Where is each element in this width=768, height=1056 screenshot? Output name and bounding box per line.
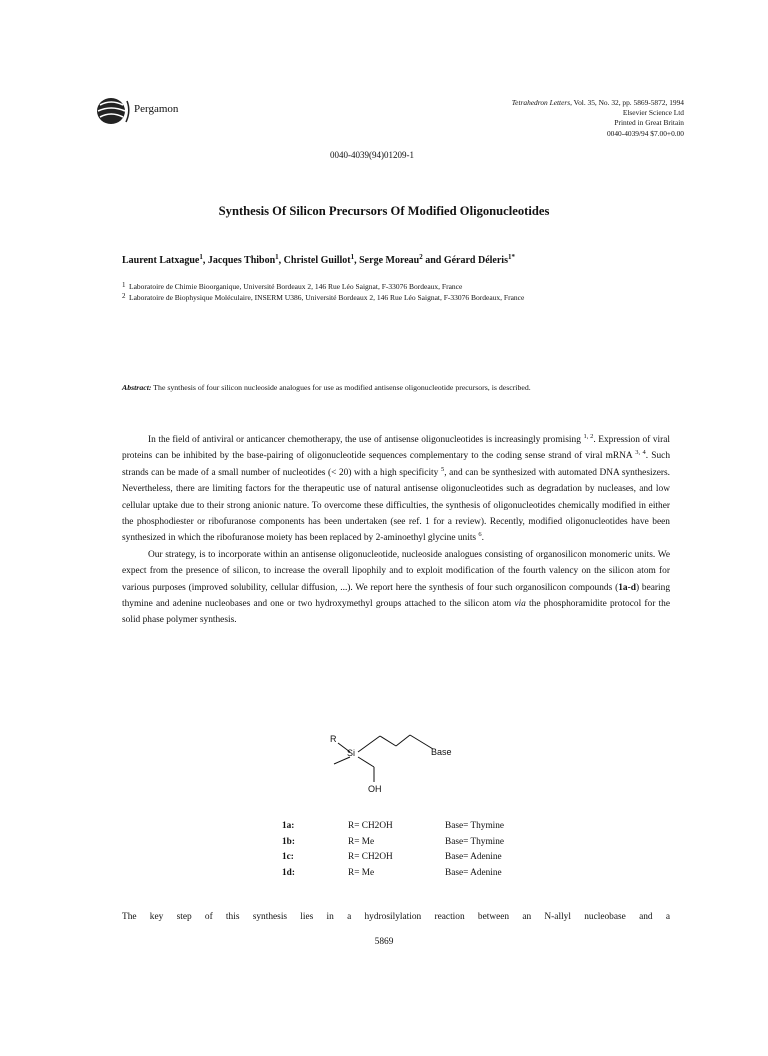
reference-marker: 1, 2 <box>583 433 594 440</box>
reference-marker: 3, 4 <box>635 449 646 457</box>
author: Jacques Thibon$^1$, <box>207 253 284 266</box>
compound-row: 1b: R= Me Base= Thymine <box>282 836 505 847</box>
affiliations <box>122 282 682 303</box>
silicon-label: Si <box>347 748 356 758</box>
publisher-name: Pergamon <box>134 103 179 115</box>
affiliation: 1 Laboratoire de Chimie Bioorganique, Université Bordeaux 2, 146 Rue Léo Saignat, F-33076 Bordeaux, France <box>122 281 463 291</box>
r-group-label: R <box>330 734 337 744</box>
reference-marker: 6 <box>478 531 482 539</box>
abstract-label: Abstract: <box>122 383 152 392</box>
affiliation: 2 Laboratoire de Biophysique Moléculaire, INSERM U386, Université Bordeaux 2, 146 Rue Léo Saignat, F-33076 Bordeaux, France <box>122 291 525 302</box>
reference-marker: 5 <box>440 465 445 473</box>
journal-citation <box>344 98 684 139</box>
citation-line-3: Printed in Great Britain <box>614 118 684 128</box>
compound-table <box>282 819 542 881</box>
hydroxyl-label: OH <box>368 784 382 794</box>
chemical-structure <box>320 730 450 810</box>
compound-row: 1c: R= CH2OH Base= Adenine <box>282 852 502 862</box>
abstract-text: The synthesis of four silicon nucleoside analogues for use as modified antisense oligonucleotide precursors, is described. <box>151 383 531 392</box>
citation-line-1 <box>344 98 684 108</box>
structure-bonds <box>320 730 450 810</box>
article-title: Synthesis Of Silicon Precursors Of Modified Oligonucleotides <box>218 204 550 218</box>
author: Serge Moreau$^2$ and <box>359 253 444 266</box>
paragraph: Our strategy, is to incorporate within an antisense oligonucleotide, nucleoside analogues consisting of organosilicon monomeric units. We expect from the presence of silicon, to increase the overall lipophily and to exploit modification of the fourth valency on the silicon atom for various purposes (improved solubility, cellular diffusion, ...). We report here the synthesis of four such organosilicon compounds (1a-d) bearing thymine and adenine nucleobases and one or two hydroxymethyl groups attached to the silicon atom via the phosphoramidite protocol for the solid phase polymer synthesis. <box>122 549 671 626</box>
citation-line-2: Elsevier Science Ltd <box>622 108 684 118</box>
compound-row: 1d: R= Me Base= Adenine <box>282 867 502 878</box>
page-number: 5869 <box>374 937 394 947</box>
journal-name: Tetrahedron Letters <box>511 98 571 107</box>
publisher-logo <box>96 95 226 127</box>
citation-line-4: 0040-4039/94 $7.00+0.00 <box>606 128 684 138</box>
author-list <box>122 255 515 266</box>
author: Laurent Latxague$^1$, <box>122 253 208 266</box>
paragraph-continuation: The key step of this synthesis lies in a hydrosilylation reaction between an N-allyl nucleobase and a <box>122 912 670 922</box>
body-text <box>122 432 670 629</box>
pergamon-logo-icon <box>96 95 130 127</box>
article-identifier: 0040-4039(94)01209-1 <box>330 150 414 160</box>
author: Christel Guillot$^1$, <box>283 253 360 266</box>
author: Gérard Déleris$^{1*}$ <box>443 253 515 266</box>
base-label: Base <box>431 747 452 757</box>
abstract <box>122 382 682 393</box>
citation-volume: , Vol. 35, No. 32, pp. 5869-5872, 1994 <box>570 98 684 107</box>
compound-row: 1a: R= CH2OH Base= Thymine <box>282 821 505 831</box>
paragraph: In the field of antiviral or anticancer chemotherapy, the use of antisense oligonucleotides is increasingly promising $^{1, 2}$. Expression of viral proteins can be inhibited by the base-pairing of oligonucleotide sequences complementary to the coding sense strand of viral mRNA $^{3, 4}$. Such strands can be made of a small number of nucleotides (< 20) with a high specificity $^5$, and can be synthesized with automated DNA synthesizers. Nevertheless, there are limiting factors for the therapeutic use of natural antisense oligonucleotides such as degradation by nucleases, and low cellular uptake due to their strong anionic nature. To overcome these difficulties, the synthesis of oligonucleotides chemically modified in either the phosphodiester or ribofuranose components has been undertaken (see ref. 1 for a review). Recently, modified oligonucleotides have been synthesized in which the ribofuranose moiety has been replaced by 2-aminoethyl glycine units $^6$. <box>122 433 671 544</box>
